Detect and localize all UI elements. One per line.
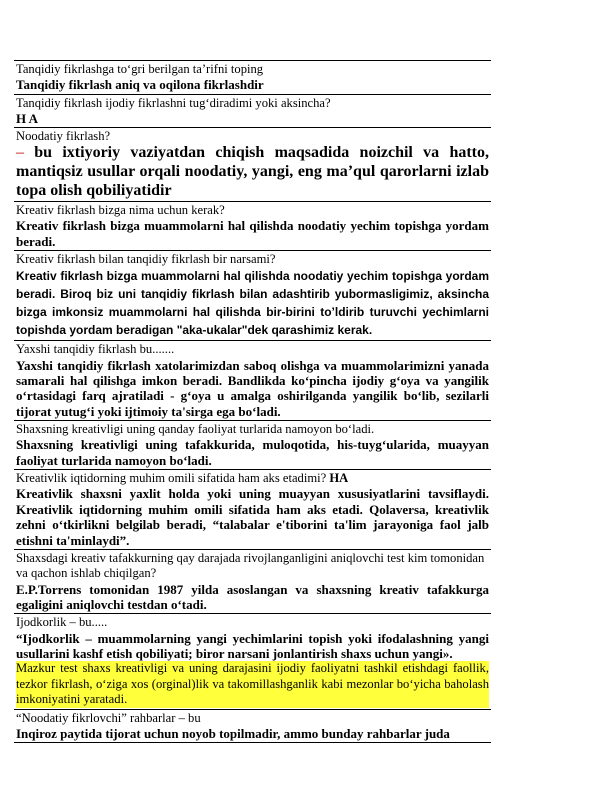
answer-text: Kreativ fikrlash bizga muammolarni hal qilishda noodatiy yechim topishga yordam beradi.	[16, 218, 489, 249]
question-text: Ijodkorlik – bu.....	[16, 615, 108, 630]
answer-text: H A	[16, 110, 39, 126]
answer-text: “Ijodkorlik – muammolarning yangi yechimlarini topish yoki ifodalashning yangi usullarini kashf etish qobiliyati; biror narsani jonlantirish shaxs uchun yangi».	[16, 630, 489, 661]
question-text: Kreativlik iqtidorning muhim omili sifatida ham aks etadimi?	[16, 471, 330, 486]
answer-block	[16, 144, 489, 200]
answer-text: Tanqidiy fikrlash aniq va oqilona fikrlashdir	[16, 77, 264, 93]
answer-text: Yaxshi tanqidiy fikrlash xatolarimizdan saboq olishga va muammolarimizni yanada samarali hal qilishga imkon beradi. Bandlikda ko‘pincha ijodiy g‘oya va yangilik o‘rtasidagi farq ajratiladi - g‘oya u amalga oshirilganda yangilik bo‘lib, sezilarli tijorat yutug‘i yoki ijtimoiy ta'sirga ega bo‘ladi.	[16, 357, 489, 419]
qa-row-7	[14, 421, 491, 470]
question-text: Noodatiy fikrlash?	[16, 129, 111, 144]
qa-row-10	[14, 614, 491, 709]
qa-row-1	[14, 61, 491, 95]
qa-row-2	[14, 95, 491, 129]
question-text: “Noodatiy fikrlovchi” rahbarlar – bu	[16, 710, 201, 725]
qa-row-11	[14, 710, 491, 743]
qa-row-6	[14, 341, 491, 421]
question-text: Kreativ fikrlash bilan tanqidiy fikrlash bir narsami?	[16, 252, 276, 267]
answer-text: Shaxsning kreativligi uning tafakkurida, muloqotida, his-tuyg‘ularida, muayyan faoliyat turlarida namoyon bo‘ladi.	[16, 437, 489, 468]
answer-text: Inqiroz paytida tijorat uchun noyob topilmadir, ammo bunday rahbarlar juda	[16, 725, 450, 741]
question-text: Tanqidiy fikrlash ijodiy fikrlashni tug‘diradimi yoki aksincha?	[16, 95, 331, 110]
qa-row-5	[14, 251, 491, 341]
qa-row-8	[14, 470, 491, 550]
qa-row-3	[14, 128, 491, 202]
inline-answer: HA	[329, 471, 349, 486]
answer-text: E.P.Torrens tomonidan 1987 yilda asoslangan va shaxsning kreativ tafakkurga egaligini aniqlovchi testdan o‘tadi.	[16, 581, 489, 612]
dash-mark: –	[16, 144, 24, 162]
question-text: Shaxsning kreativligi uning qanday faoliyat turlarida namoyon bo‘ladi.	[16, 422, 375, 437]
qa-table	[14, 60, 491, 743]
qa-row-4	[14, 202, 491, 251]
question-text: Tanqidiy fikrlashga to‘gri berilgan ta’rifni toping	[16, 62, 264, 76]
answer-text: Kreativ fikrlash bizga muammolarni hal qilishda noodatiy yechim topishga yordam beradi. Biroq biz uni tanqidiy fikrlash bilan adashtirib yubormasligimiz, aksincha bizga imkonsiz muammolarni hal qilishda bir-birini to’ldirib turuvchi yechimlarni topishda yordam beradigan "aka-ukalar"dek qarashimiz kerak.	[16, 269, 489, 338]
question-text: Shaxsdagi kreativ tafakkurning qay darajada rivojlanganligini aniqlovchi test kim tomonidan va qachon ishlab chiqilgan?	[16, 551, 485, 581]
question-text: Yaxshi tanqidiy fikrlash bu.......	[16, 342, 175, 357]
highlighted-text: Mazkur test shaxs kreativligi va uning darajasini ijodiy faoliyatni tashkil etishdagi faollik, tezkor fikrlash, o‘ziga xos (orginal)lik va takomillashganlik kabi mezonlar bo‘yicha baholash imkoniyatini yaratadi.	[16, 661, 489, 707]
qa-row-9	[14, 550, 491, 614]
question-text: Kreativ fikrlash bizga nima uchun kerak?	[16, 203, 225, 218]
question-line	[16, 471, 489, 486]
answer-text: bu ixtiyoriy vaziyatdan chiqish maqsadida noizchil va hatto, mantiqsiz usullar orqali noodatiy, yangi, eng ma’qul qarorlarni izlab topa olish qobiliyatidir	[16, 144, 489, 199]
answer-text: Kreativlik shaxsni yaxlit holda yoki uning muayyan xususiyatlarini tavsiflaydi. Kreativlik iqtidorning muhim omili sifatida ham aks etadi. Qolaversa, kreativlik zehni o‘tkirlikni belgilab beradi, “talabalar e'tiborini ta'lim jarayoniga faol jalb etishni ta'minlaydi”.	[16, 486, 489, 548]
